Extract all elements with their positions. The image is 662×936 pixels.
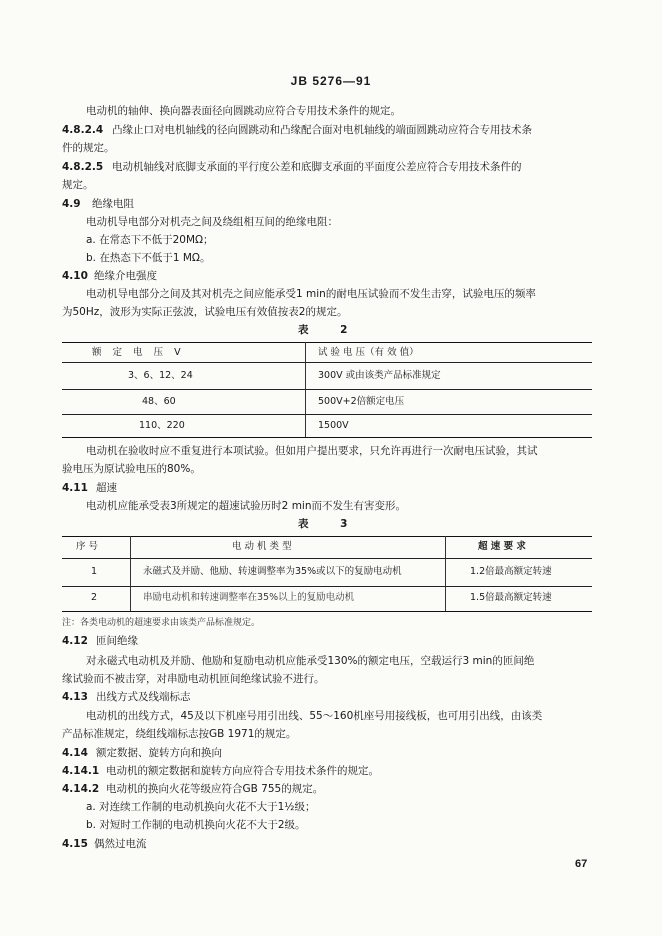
section-title: 超速 xyxy=(96,482,117,494)
paragraph: 产品标准规定，绕组线端标志按GB 1971的规定。 xyxy=(62,728,297,740)
table-header: 电 动 机 类 型 xyxy=(232,541,292,552)
table-cell: 1 xyxy=(91,566,98,577)
paragraph: 件的规定。 xyxy=(62,142,115,154)
table-caption: 表 2 xyxy=(298,324,362,336)
section-number: 4.8.2.5 xyxy=(62,161,104,173)
section-title: 偶然过电流 xyxy=(94,838,147,850)
paragraph: 电动机应能承受表3所规定的超速试验历时2 min而不发生有害变形。 xyxy=(86,500,406,512)
table-caption: 表 3 xyxy=(298,518,362,530)
paragraph: 对永磁式电动机及并励、他励和复励电动机应能承受130%的额定电压，空载运行3 min的匝间绝 xyxy=(86,655,535,667)
section-number: 4.8.2.4 xyxy=(62,124,104,136)
section-number: 4.10 xyxy=(62,270,88,282)
table-header: 额 定 电 压 V xyxy=(92,347,185,358)
section-title: 绝缘电阻 xyxy=(92,198,134,210)
paragraph: 电动机轴线对底脚支承面的平行度公差和底脚支承面的平面度公差应符合专用技术条件的 xyxy=(112,161,522,173)
table-cell: 1.5倍最高额定转速 xyxy=(470,592,552,603)
paragraph: 电动机的轴伸、换向器表面径向圆跳动应符合专用技术条件的规定。 xyxy=(86,105,401,117)
table-cell: 1500V xyxy=(318,420,349,431)
section-title: 匝间绝缘 xyxy=(96,635,138,647)
paragraph: 电动机在验收时应不重复进行本项试验。但如用户提出要求，只允许再进行一次耐电压试验，其试 xyxy=(86,445,538,457)
table-cell: 2 xyxy=(91,592,98,603)
section-number: 4.14 xyxy=(62,747,88,759)
section-number: 4.14.2 xyxy=(62,783,100,795)
table-cell: 300V 或由该类产品标准规定 xyxy=(318,370,441,381)
list-item: b. 在热态下不低于1 MΩ。 xyxy=(86,252,211,264)
section-number: 4.9 xyxy=(62,198,81,210)
paragraph: 缘试验而不被击穿，对串励电动机匝间绝缘试验不进行。 xyxy=(62,673,325,685)
paragraph: 电动机的额定数据和旋转方向应符合专用技术条件的规定。 xyxy=(106,765,379,777)
section-title: 出线方式及线端标志 xyxy=(96,691,191,703)
paragraph: 电动机的换向火花等级应符合GB 755的规定。 xyxy=(106,783,324,795)
table-note: 注：各类电动机的超速要求由该类产品标准规定。 xyxy=(62,618,261,628)
table-cell: 110、220 xyxy=(139,420,185,431)
paragraph: 电动机的出线方式，45及以下机座号用引出线、55～160机座号用接线板，也可用引出线，由该类 xyxy=(86,710,543,722)
section-number: 4.12 xyxy=(62,635,88,647)
list-item: a. 对连续工作制的电动机换向火花不大于1½级； xyxy=(86,801,316,813)
section-number: 4.11 xyxy=(62,482,88,494)
table-cell: 串励电动机和转速调整率在35%以上的复励电动机 xyxy=(143,592,355,603)
section-number: 4.14.1 xyxy=(62,765,100,777)
page-header: JB 5276—91 xyxy=(290,74,372,88)
page-number: 67 xyxy=(575,858,588,870)
table-cell: 48、60 xyxy=(142,396,176,407)
paragraph: 规定。 xyxy=(62,179,94,191)
table-header: 超 速 要 求 xyxy=(478,541,526,552)
list-item: a. 在常态下不低于20MΩ； xyxy=(86,234,214,246)
table-cell: 永磁式及并励、他励、转速调整率为35%或以下的复励电动机 xyxy=(143,566,402,577)
list-item: b. 对短时工作制的电动机换向火花不大于2级。 xyxy=(86,819,306,831)
section-number: 4.15 xyxy=(62,838,88,850)
paragraph: 凸缘止口对电机轴线的径向圆跳动和凸缘配合面对电机轴线的端面圆跳动应符合专用技术条 xyxy=(112,124,532,136)
table-cell: 3、6、12、24 xyxy=(128,370,193,381)
paragraph: 验电压为原试验电压的80%。 xyxy=(62,463,201,475)
section-title: 额定数据、旋转方向和换向 xyxy=(96,747,222,759)
table-header: 序 号 xyxy=(76,541,99,552)
section-number: 4.13 xyxy=(62,691,88,703)
section-title: 绝缘介电强度 xyxy=(94,270,157,282)
table-cell: 1.2倍最高额定转速 xyxy=(470,566,552,577)
paragraph: 电动机导电部分之间及其对机壳之间应能承受1 min的耐电压试验而不发生击穿，试验电压的频率 xyxy=(86,288,536,300)
table-cell: 500V+2倍额定电压 xyxy=(318,396,405,407)
paragraph: 电动机导电部分对机壳之间及绕组相互间的绝缘电阻： xyxy=(86,216,338,228)
table-header: 试 验 电 压（有 效 值） xyxy=(318,347,419,358)
paragraph: 为50Hz，波形为实际正弦波，试验电压有效值按表2的规定。 xyxy=(62,306,348,318)
